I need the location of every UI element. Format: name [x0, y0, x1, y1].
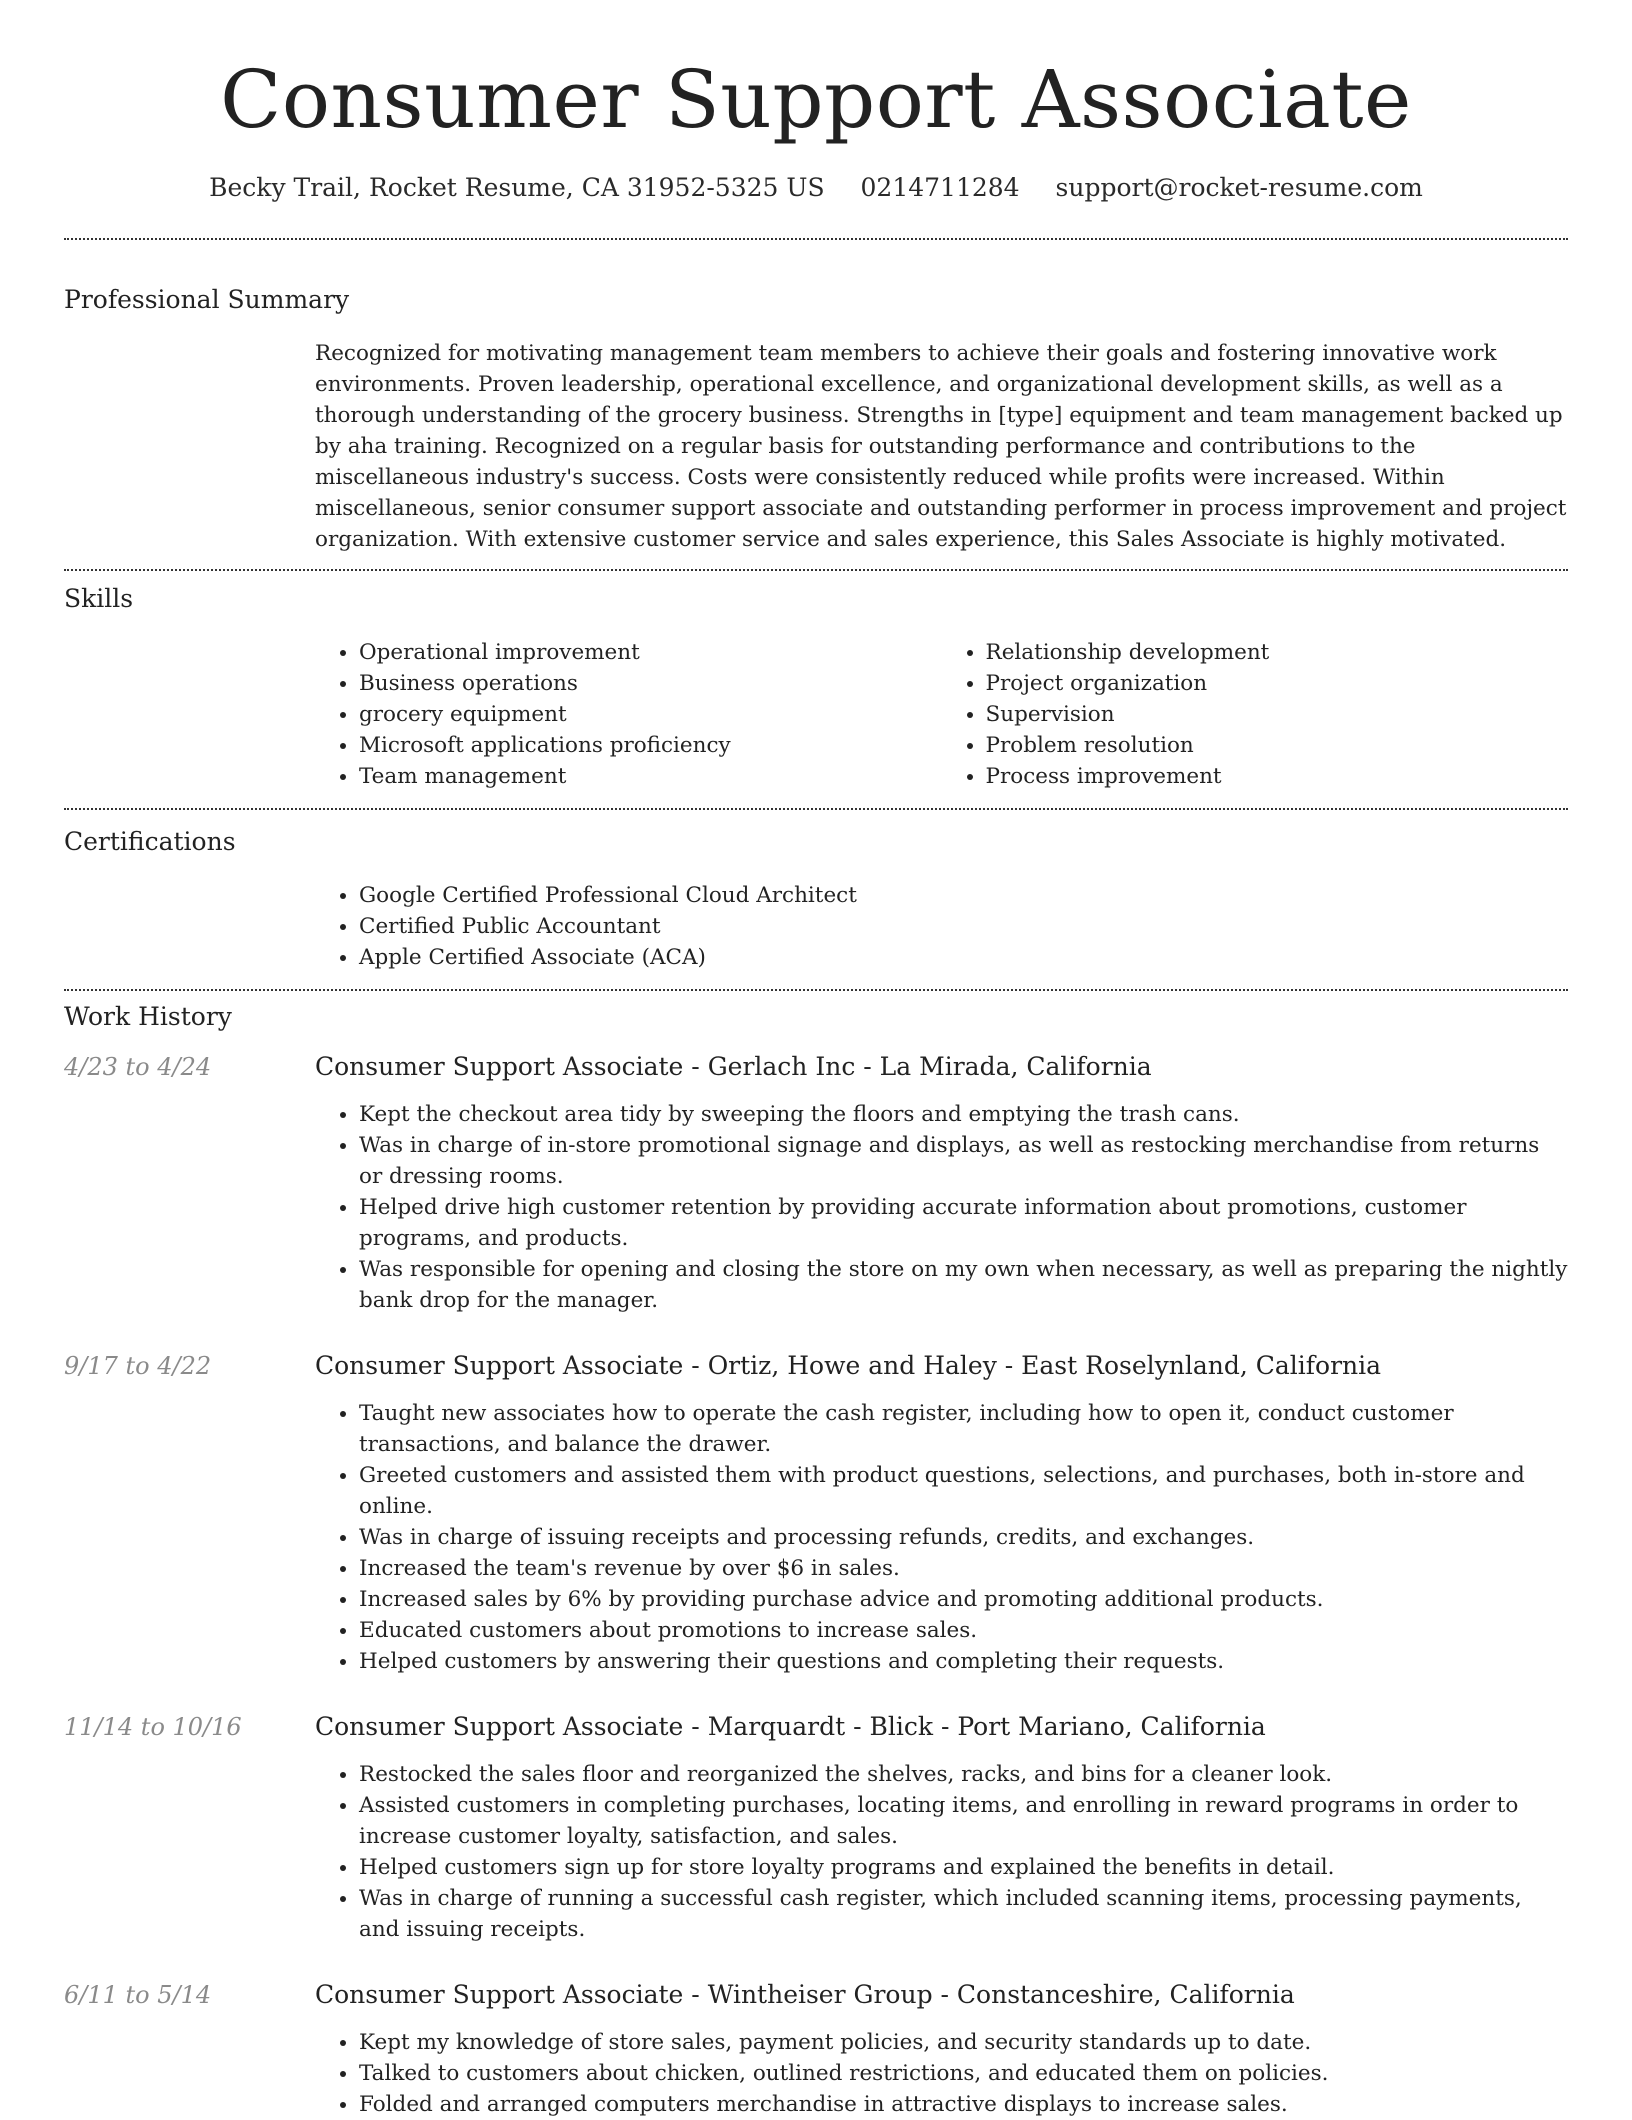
resume-page: [64, 0, 1568, 2120]
section-title: Professional Summary: [64, 285, 350, 314]
contact-line: [64, 172, 1568, 204]
contact-address: Becky Trail, Rocket Resume, CA 31952-5325 US: [209, 173, 825, 202]
job-title: Consumer Support Associate - Wintheiser Group - Constanceshire, California: [315, 1980, 1295, 2009]
job-dates: 9/17 to 4/22: [64, 1352, 212, 1380]
skills-list-left: [315, 637, 942, 792]
contact-phone: 0214711284: [860, 173, 1020, 202]
job-bullet: • Kept the checkout area tidy by sweeping the floors and emptying the trash cans.: [359, 1099, 1568, 1130]
job-title: Consumer Support Associate - Ortiz, Howe and Haley - East Roselynland, California: [315, 1351, 1382, 1380]
section-title: Certifications: [64, 827, 236, 856]
job-bullet: • Increased sales by 6% by providing purchase advice and promoting additional products.: [359, 1584, 1568, 1615]
job-header: [64, 1350, 1568, 1382]
certifications-list: [315, 880, 1568, 973]
skills-section: [64, 571, 1568, 808]
work-history-section: [64, 991, 1568, 2120]
job-bullet: • Talked to customers about chicken, outlined restrictions, and educated them on policies.: [359, 2058, 1568, 2089]
job-header: [64, 1979, 1568, 2011]
job-entry: [64, 1350, 1568, 1677]
certification-item: • Apple Certified Associate (ACA): [359, 942, 1568, 973]
job-dates: 6/11 to 5/14: [64, 1981, 212, 2009]
certification-item: • Certified Public Accountant: [359, 911, 1568, 942]
job-bullet: • Helped drive high customer retention by providing accurate information about promotions, customer programs, and products.: [359, 1192, 1568, 1254]
job-entry: [64, 1711, 1568, 1945]
job-bullets: [315, 1398, 1568, 1677]
skill-item: • Problem resolution: [986, 730, 1569, 761]
job-bullet: • Helped customers by answering their questions and completing their requests.: [359, 1646, 1568, 1677]
job-bullet: • Was in charge of running a successful cash register, which included scanning items, processing payments, and issuing receipts.: [359, 1883, 1568, 1945]
resume-title: Consumer Support Associate: [220, 53, 1412, 146]
job-entry: [64, 1979, 1568, 2120]
skill-item: • Process improvement: [986, 761, 1569, 792]
job-bullet: • Kept my knowledge of store sales, payment policies, and security standards up to date.: [359, 2027, 1568, 2058]
skill-item: • Microsoft applications proficiency: [359, 730, 942, 761]
job-bullet: • Taught new associates how to operate the cash register, including how to open it, conduct customer transactions, and balance the drawer.: [359, 1398, 1568, 1460]
job-title: Consumer Support Associate - Marquardt - Blick - Port Mariano, California: [315, 1712, 1266, 1741]
skill-item: • Operational improvement: [359, 637, 942, 668]
skill-item: • grocery equipment: [359, 699, 942, 730]
job-bullet: • Helped customers sign up for store loyalty programs and explained the benefits in detail.: [359, 1852, 1568, 1883]
job-bullet: • Increased the team's revenue by over $6 in sales.: [359, 1553, 1568, 1584]
job-dates: 11/14 to 10/16: [64, 1713, 242, 1741]
job-bullets: [315, 1099, 1568, 1316]
job-bullets: [315, 2027, 1568, 2120]
certifications-section: [64, 810, 1568, 989]
section-title: Skills: [64, 584, 134, 613]
professional-summary-section: [64, 240, 1568, 569]
job-bullets: [315, 1759, 1568, 1945]
job-bullet: • Restocked the sales floor and reorganized the shelves, racks, and bins for a cleaner look.: [359, 1759, 1568, 1790]
job-bullet: • Was in charge of issuing receipts and processing refunds, credits, and exchanges.: [359, 1522, 1568, 1553]
skills-columns: [315, 637, 1568, 792]
job-bullet: • Was in charge of in-store promotional signage and displays, as well as restocking merchandise from returns or dressing rooms.: [359, 1130, 1568, 1192]
job-bullet: • Was responsible for opening and closing the store on my own when necessary, as well as preparing the nightly bank drop for the manager.: [359, 1254, 1568, 1316]
summary-text: Recognized for motivating management team members to achieve their goals and fostering innovative work environments. Proven leadership, operational excellence, and organizational development skills, as well as a thorough understanding of the grocery business. Strengths in [type] equipment and team management backed up by aha training. Recognized on a regular basis for outstanding performance and contributions to the miscellaneous industry's success. Costs were consistently reduced while profits were increased. Within miscellaneous, senior consumer support associate and outstanding performer in process improvement and project organization. With extensive customer service and sales experience, this Sales Associate is highly motivated.: [315, 341, 1567, 552]
job-bullet: • Assisted customers in completing purchases, locating items, and enrolling in reward programs in order to increase customer loyalty, satisfaction, and sales.: [359, 1790, 1568, 1852]
skill-item: • Business operations: [359, 668, 942, 699]
skills-list-right: [942, 637, 1569, 792]
job-dates: 4/23 to 4/24: [64, 1053, 212, 1081]
resume-header: [64, 0, 1568, 204]
skill-item: • Supervision: [986, 699, 1569, 730]
job-bullet: • Greeted customers and assisted them with product questions, selections, and purchases, both in-store and online.: [359, 1460, 1568, 1522]
job-entry: [64, 1051, 1568, 1316]
job-title: Consumer Support Associate - Gerlach Inc - La Mirada, California: [315, 1052, 1152, 1081]
job-bullet: • Educated customers about promotions to increase sales.: [359, 1615, 1568, 1646]
skill-item: • Project organization: [986, 668, 1569, 699]
certification-item: • Google Certified Professional Cloud Architect: [359, 880, 1568, 911]
contact-email: support@rocket-resume.com: [1055, 173, 1423, 202]
section-title: Work History: [64, 1002, 232, 1031]
job-header: [64, 1051, 1568, 1083]
job-bullet: • Folded and arranged computers merchandise in attractive displays to increase sales.: [359, 2089, 1568, 2120]
skill-item: • Team management: [359, 761, 942, 792]
job-header: [64, 1711, 1568, 1743]
skill-item: • Relationship development: [986, 637, 1569, 668]
certifications-content: [315, 880, 1568, 973]
